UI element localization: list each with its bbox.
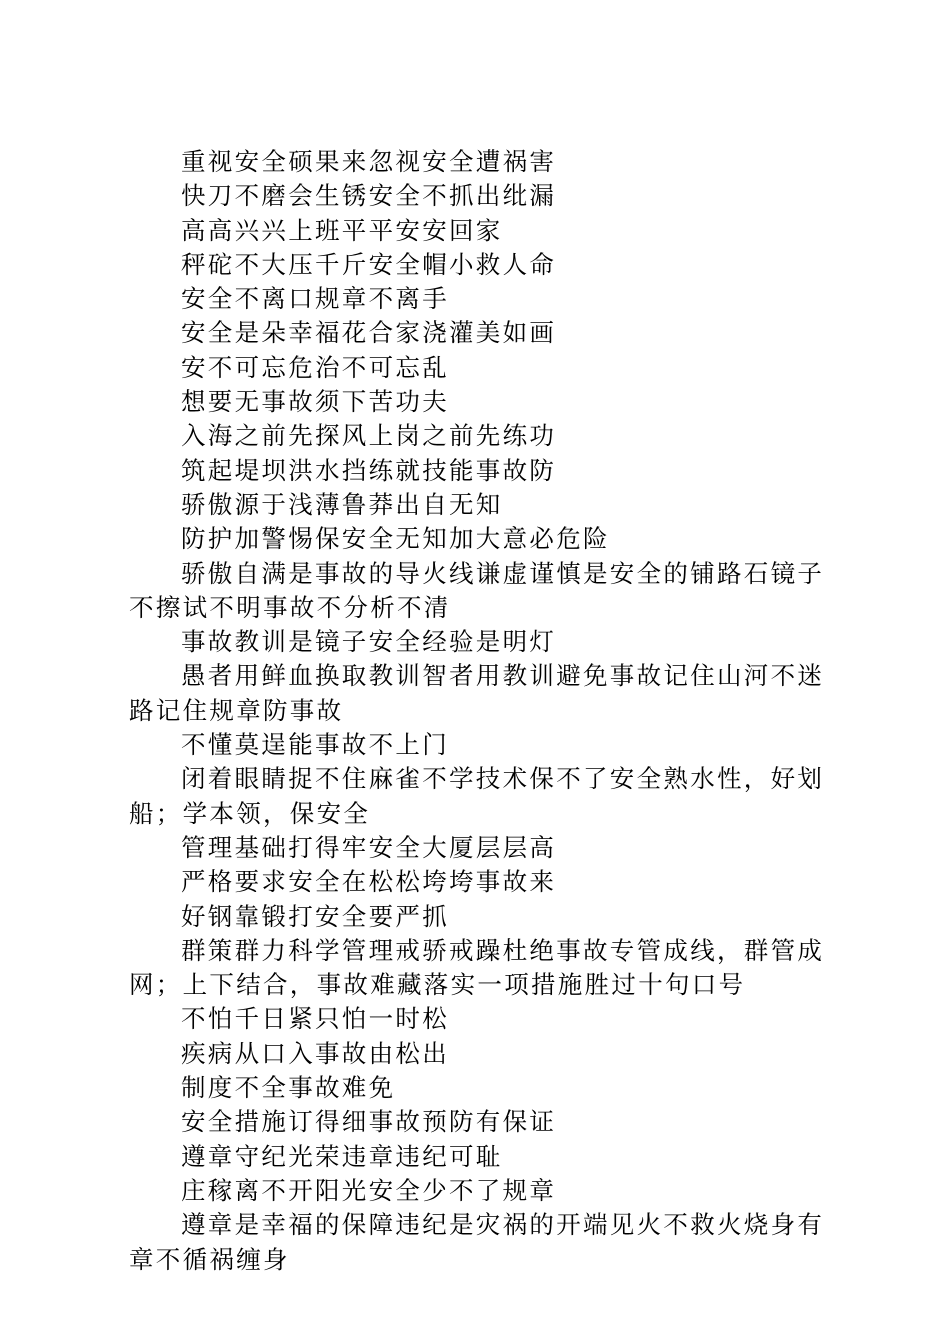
paragraph: 事故教训是镜子安全经验是明灯 — [181, 627, 557, 657]
paragraph: 制度不全事故难免 — [181, 1073, 396, 1103]
paragraph: 好钢靠锻打安全要严抓 — [181, 901, 449, 931]
paragraph: 疾病从口入事故由松出 — [181, 1038, 449, 1068]
paragraph: 安全措施订得细事故预防有保证 — [181, 1107, 557, 1137]
paragraph: 严格要求安全在松松垮垮事故来 — [181, 867, 557, 897]
paragraph: 群策群力科学管理戒骄戒躁杜绝事故专管成线，群管成网；上下结合，事故难藏落实一项措施胜过十句口号 — [129, 935, 825, 1000]
paragraph: 入海之前先探风上岗之前先练功 — [181, 421, 557, 451]
paragraph: 重视安全硕果来忽视安全遭祸害 — [181, 147, 557, 176]
paragraph: 不懂莫逞能事故不上门 — [181, 730, 449, 760]
paragraph: 遵章是幸福的保障违纪是灾祸的开端见火不救火烧身有章不循祸缠身 — [129, 1210, 825, 1274]
paragraph: 管理基础打得牢安全大厦层层高 — [181, 832, 557, 862]
paragraph: 愚者用鲜血换取教训智者用教训避免事故记住山河不迷路记住规章防事故 — [129, 661, 825, 725]
paragraph: 骄傲源于浅薄鲁莽出自无知 — [181, 489, 503, 519]
paragraph: 防护加警惕保安全无知加大意必危险 — [181, 524, 610, 554]
document-body — [129, 145, 841, 1277]
paragraph: 高高兴兴上班平平安安回家 — [181, 215, 503, 245]
paragraph: 骄傲自满是事故的导火线谦虚谨慎是安全的铺路石镜子不擦试不明事故不分析不清 — [129, 558, 825, 622]
paragraph: 想要无事故须下苦功夫 — [181, 387, 449, 417]
paragraph: 安不可忘危治不可忘乱 — [181, 352, 449, 382]
paragraph: 遵章守纪光荣违章违纪可耻 — [181, 1141, 503, 1171]
paragraph: 筑起堤坝洪水挡练就技能事故防 — [181, 455, 557, 485]
paragraph: 安全是朵幸福花合家浇灌美如画 — [181, 318, 557, 348]
paragraph: 闭着眼睛捉不住麻雀不学技术保不了安全熟水性，好划船；学本领，保安全 — [129, 764, 825, 828]
paragraph: 秤砣不大压千斤安全帽小救人命 — [181, 249, 557, 279]
paragraph: 庄稼离不开阳光安全少不了规章 — [181, 1175, 557, 1205]
paragraph: 安全不离口规章不离手 — [181, 284, 449, 314]
paragraph: 不怕千日紧只怕一时松 — [181, 1004, 449, 1034]
paragraph: 快刀不磨会生锈安全不抓出纰漏 — [181, 181, 557, 211]
